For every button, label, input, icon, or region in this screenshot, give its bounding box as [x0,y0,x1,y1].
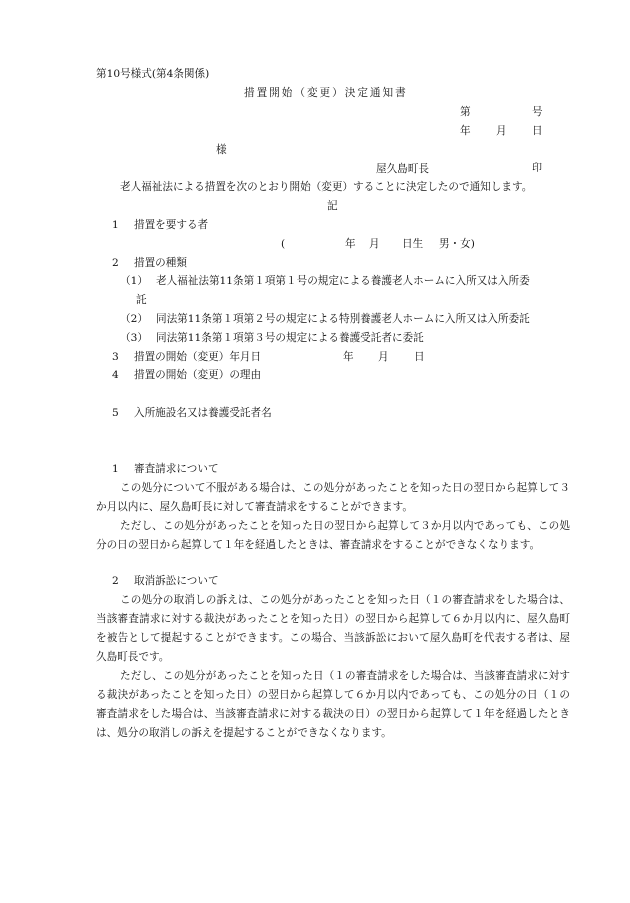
intro-text: 老人福祉法による措置を次のとおり開始（変更）することに決定したので通知します。 [120,181,533,193]
item3-day: 日 [414,351,425,363]
notes-review-paragraph-2: ただし、この処分があったことを知った日の翌日から起算して３か月以内であっても、この処分の日の翌日から起算して１年を経過したときは、審査請求をすることができなくなります。 [96,520,570,551]
birth-day: 日生 [402,238,424,250]
form-number: 第10号様式(第4条関係) [96,68,210,80]
notes-lawsuit-paragraph-2: ただし、この処分があったことを知った日（１の審査請求をした場合は、当該審査請求に対する裁決があったことを知った日）の翌日から起算して６か月以内であっても、この処分の日（１の審査請求をした場合は、当該審査請求に対する裁決の日）の翌日から起算して１年を経過したときは、処分の取消しの訴えを提起することができなくなります。 [96,670,570,739]
item5-number: 5 [112,407,119,419]
notes-review-heading: 審査請求について [134,463,219,475]
item3-label: 措置の開始（変更）年月日 [134,351,262,363]
date-month: 月 [496,125,507,137]
ki-label: 記 [327,200,338,212]
doc-number-prefix: 第 [460,106,471,118]
birth-year: 年 [345,238,356,250]
notes-review-number: 1 [112,463,119,475]
addressee-suffix: 様 [216,144,227,156]
item5-label: 入所施設名又は養護受託者名 [134,407,272,419]
birth-open-paren: ( [281,238,286,250]
item4-number: 4 [112,369,119,381]
measure-1-continuation: 託 [136,294,147,306]
birth-month: 月 [369,238,380,250]
measure-1-text: 老人福祉法第11条第１項第１号の規定による養護老人ホームに入所又は入所委 [156,275,530,287]
measure-1-number: （1） [120,275,148,287]
notes-lawsuit-heading: 取消訴訟について [134,575,219,587]
notes-review-paragraph-1: この処分について不服がある場合は、この処分があったことを知った日の翌日から起算して３か月以内に、屋久島町長に対して審査請求をすることができます。 [96,482,570,513]
item3-number: 3 [112,351,119,363]
date-year: 年 [460,125,471,137]
issuer-name: 屋久島町長 [376,163,429,175]
item1-label: 措置を要する者 [134,219,209,231]
measure-3-text: 同法第11条第１項第３号の規定による養護受託者に委託 [156,332,424,344]
item1-number: 1 [112,219,119,231]
seal-mark: 印 [532,163,542,174]
date-day: 日 [532,125,543,137]
sex-choice: 男・女) [439,238,475,250]
item3-year: 年 [343,351,354,363]
measure-3-number: （3） [120,332,148,344]
item4-label: 措置の開始（変更）の理由 [134,369,262,381]
measure-2-number: （2） [120,313,148,325]
measure-2-text: 同法第11条第１項第２号の規定による特別養護老人ホームに入所又は入所委託 [156,313,530,325]
document-title: 措置開始（変更）決定通知書 [244,87,408,99]
item3-month: 月 [378,351,389,363]
item2-label: 措置の種類 [134,257,187,269]
notes-lawsuit-number: 2 [112,575,119,587]
doc-number-suffix: 号 [532,106,543,118]
notes-lawsuit-paragraph-1: この処分の取消しの訴えは、この処分があったことを知った日（１の審査請求をした場合は、当該審査請求に対する裁決があったことを知った日）の翌日から起算して６か月以内に、屋久島町を被告として提起することができます。この場合、当該訴訟において屋久島町を代表する者は、屋久島町長です。 [96,594,570,663]
item2-number: 2 [112,257,119,269]
